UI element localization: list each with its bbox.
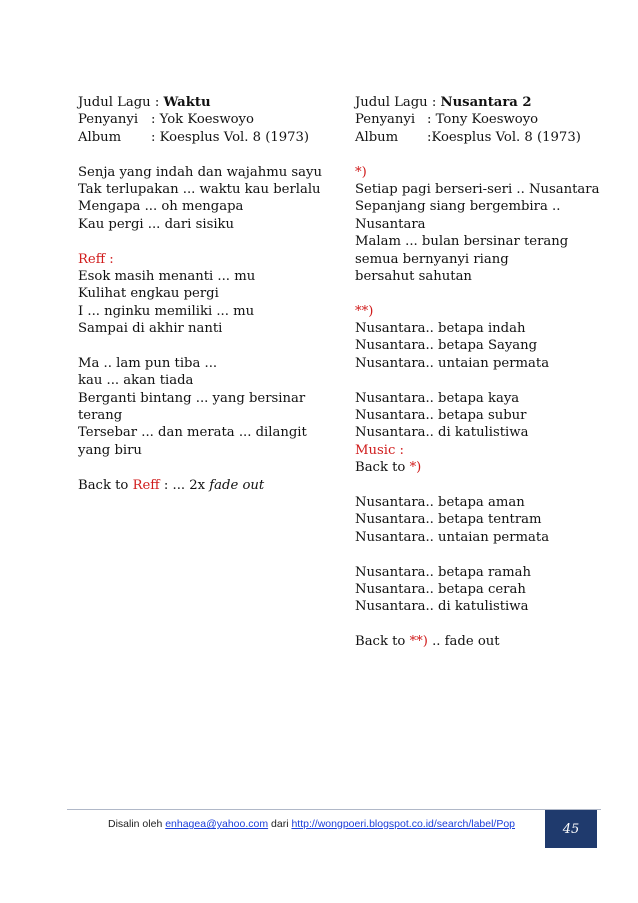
singer-line <box>78 111 328 128</box>
lyric-line: Kulihat engkau pergi <box>78 286 219 302</box>
album-label: Album <box>355 129 399 145</box>
song-nusantara-2 <box>355 94 605 651</box>
lyric-line: Nusantara.. betapa kaya <box>355 390 520 406</box>
page-number: 45 <box>562 821 580 837</box>
album-value: :Koesplus Vol. 8 (1973) <box>427 129 581 145</box>
lyric-line: kau ... akan tiada <box>78 373 194 389</box>
lyric-line: Nusantara.. betapa indah <box>355 321 526 337</box>
back-chorus-mark: **) <box>409 634 428 650</box>
lyric-line: Nusantara.. betapa tentram <box>355 512 542 528</box>
lyric-line: Esok masih menanti ... mu <box>78 268 256 284</box>
singer-value: : Tony Koeswoyo <box>427 112 539 128</box>
lyric-line: Sampai di akhir nanti <box>78 321 223 337</box>
page-number-box <box>545 810 597 848</box>
song-title: Waktu <box>163 95 211 110</box>
back-reff-mark: Reff <box>132 477 160 493</box>
title-line <box>355 94 605 111</box>
song-waktu <box>78 94 328 494</box>
title-label: Judul Lagu : <box>355 95 441 110</box>
lyric-line: Nusantara.. betapa aman <box>355 494 525 510</box>
album-line <box>78 129 328 146</box>
lyric-line: Senja yang indah dan wajahmu sayu <box>78 164 322 180</box>
lyric-line: Sepanjang siang bergembira .. <box>355 199 561 215</box>
lyric-line: Tersebar ... dan merata ... dilangit <box>78 425 307 441</box>
footer-credit <box>108 818 515 830</box>
back-prefix: Back to <box>78 477 133 493</box>
fade-out-text: fade out <box>209 477 265 493</box>
back-mid: : ... 2x <box>159 477 210 493</box>
footer-prefix: Disalin oleh <box>108 818 166 830</box>
lyric-line: semua bernyanyi riang <box>355 251 509 267</box>
lyric-line: Nusantara.. betapa subur <box>355 408 527 424</box>
reff-label: Reff : <box>78 251 114 267</box>
album-line <box>355 129 605 146</box>
back-to-reff-line <box>78 477 328 494</box>
lyric-line: Ma .. lam pun tiba ... <box>78 355 218 371</box>
back-prefix: Back to <box>355 460 410 476</box>
lyric-line: Nusantara.. untaian permata <box>355 355 550 371</box>
email-link[interactable]: enhagea@yahoo.com <box>165 818 269 830</box>
lyric-line: Nusantara.. betapa Sayang <box>355 338 538 354</box>
back-to-chorus-line <box>355 633 605 650</box>
source-url-link[interactable]: http://wongpoeri.blogspot.co.id/search/label/Pop <box>291 818 516 830</box>
lyric-line: yang biru <box>78 442 142 458</box>
lyric-line: Nusantara.. di katulistiwa <box>355 425 529 441</box>
lyric-line: Mengapa ... oh mengapa <box>78 199 244 215</box>
song-title: Nusantara 2 <box>440 95 532 110</box>
lyric-line: Setiap pagi berseri-seri .. Nusantara <box>355 181 600 197</box>
back-prefix: Back to <box>355 634 410 650</box>
title-label: Judul Lagu : <box>78 95 164 110</box>
back-to-verse-line <box>355 459 605 476</box>
lyric-line: Nusantara <box>355 216 426 232</box>
lyric-line: Kau pergi ... dari sisiku <box>78 216 235 232</box>
singer-label: Penyanyi <box>355 112 416 128</box>
title-line <box>78 94 328 111</box>
lyric-line: Malam ... bulan bersinar terang <box>355 234 569 250</box>
lyric-line: I ... nginku memiliki ... mu <box>78 303 255 319</box>
back-verse-mark: *) <box>409 460 422 476</box>
lyric-line: Nusantara.. betapa cerah <box>355 581 526 597</box>
lyric-line: Nusantara.. betapa ramah <box>355 564 531 580</box>
music-label: Music : <box>355 442 405 458</box>
lyric-line: Berganti bintang ... yang bersinar <box>78 390 306 406</box>
verse-mark: *) <box>355 164 367 180</box>
lyric-line: terang <box>78 408 123 424</box>
album-label: Album <box>78 129 122 145</box>
singer-label: Penyanyi <box>78 112 139 128</box>
singer-value: : Yok Koeswoyo <box>151 112 254 128</box>
lyric-line: Nusantara.. di katulistiwa <box>355 599 529 615</box>
fade-out-text: .. fade out <box>427 634 500 650</box>
album-value: : Koesplus Vol. 8 (1973) <box>151 129 310 145</box>
lyric-line: bersahut sahutan <box>355 268 472 284</box>
singer-line <box>355 111 605 128</box>
lyric-line: Tak terlupakan ... waktu kau berlalu <box>78 181 321 197</box>
footer-mid: dari <box>268 818 292 830</box>
chorus-mark: **) <box>355 303 374 319</box>
lyric-line: Nusantara.. untaian permata <box>355 529 550 545</box>
footer-divider <box>67 809 601 810</box>
